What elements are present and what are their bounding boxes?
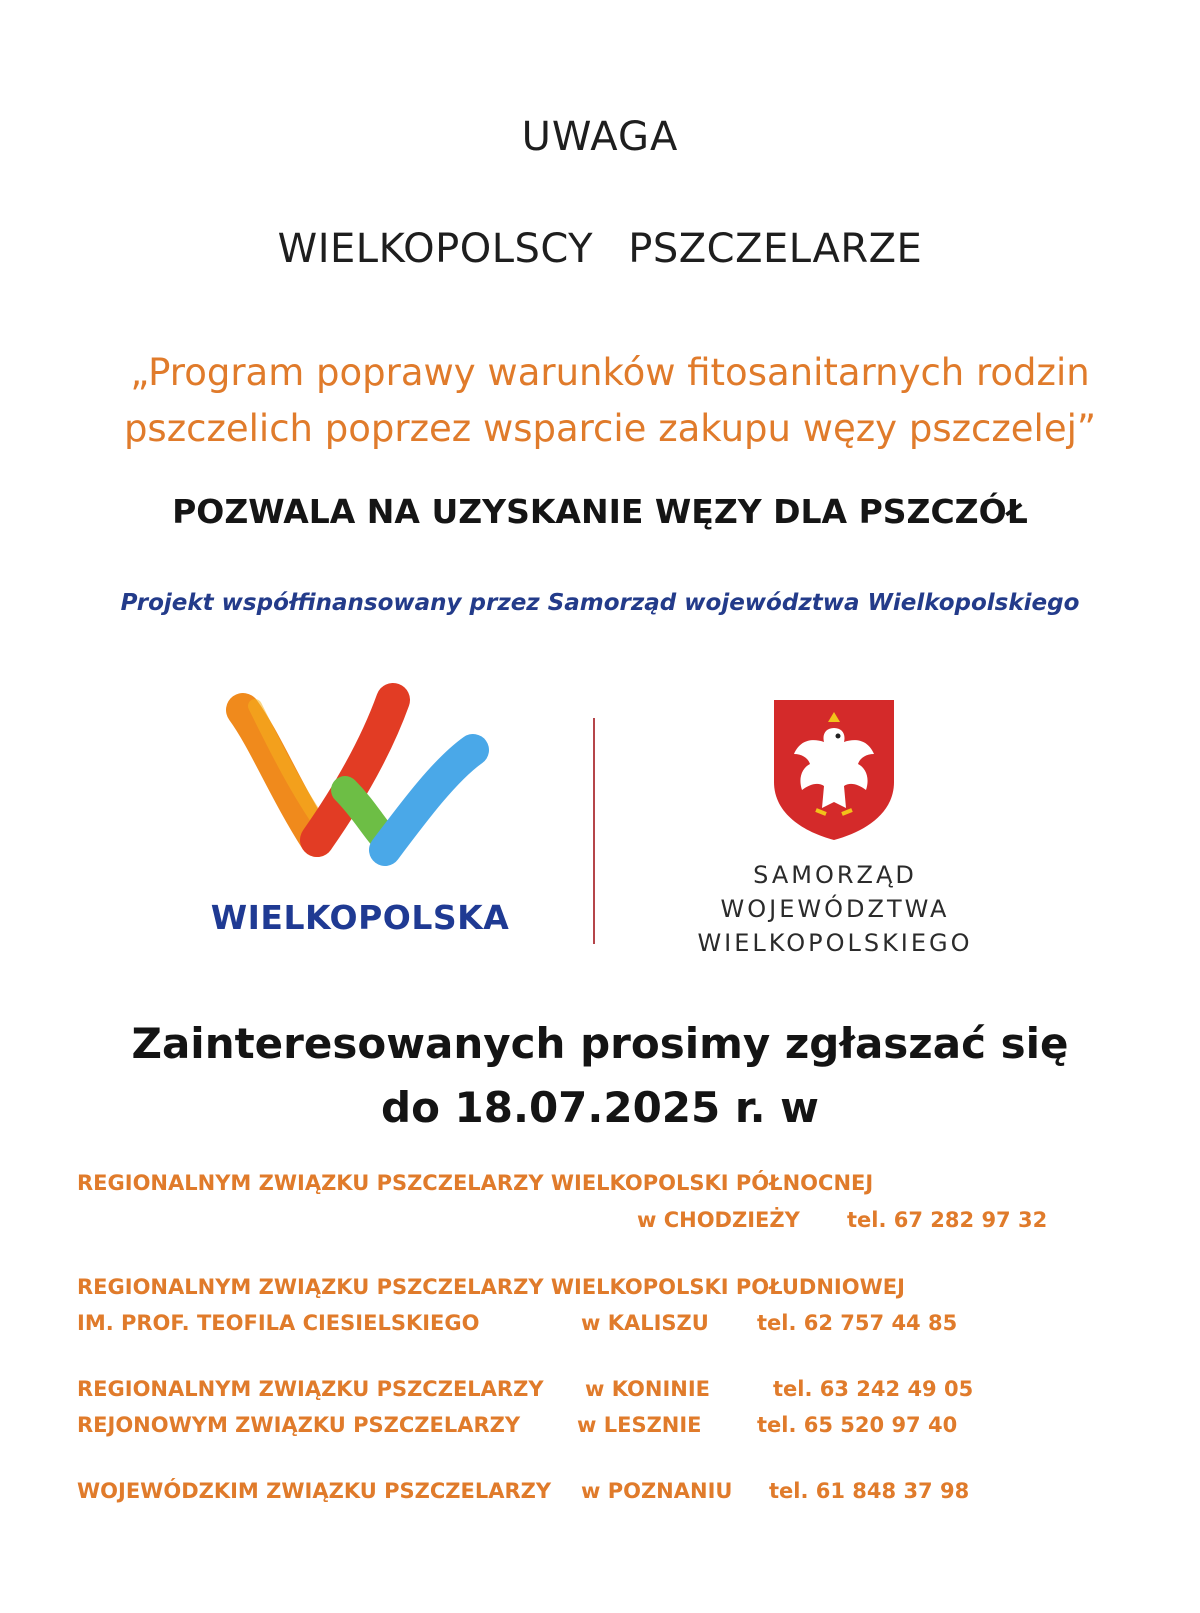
eagle-crest-icon	[772, 698, 896, 842]
heading-wielkopolscy-pszczelarze	[0, 226, 1200, 272]
wielkopolska-logo-text: WIELKOPOLSKA	[210, 898, 510, 937]
org-konin-phone: tel. 63 242 49 05	[773, 1377, 974, 1401]
org-leszno-location: w LESZNIE	[577, 1413, 702, 1437]
org-chodziez-name: REGIONALNYM ZWIĄZKU PSZCZELARZY WIELKOPOLSKI PÓŁNOCNEJ	[77, 1171, 874, 1195]
org-leszno-phone: tel. 65 520 97 40	[757, 1413, 958, 1437]
heading-wielkopolscy: WIELKOPOLSCY	[277, 226, 594, 272]
heading-uwaga: UWAGA	[521, 114, 679, 160]
org-konin-location: w KONINIE	[585, 1377, 711, 1401]
call-line1: Zainteresowanych prosimy zgłaszać się	[131, 1019, 1069, 1068]
logo-divider	[593, 718, 595, 944]
org-kalisz-name: REGIONALNYM ZWIĄZKU PSZCZELARZY WIELKOPOLSKI POŁUDNIOWEJ	[77, 1275, 905, 1299]
org-leszno-name: REJONOWYM ZWIĄZKU PSZCZELARZY	[77, 1413, 521, 1437]
org-poznan-name: WOJEWÓDZKIM ZWIĄZKU PSZCZELARZY	[77, 1479, 552, 1503]
org-chodziez-location: w CHODZIEŻY	[637, 1208, 800, 1232]
samorzad-line2: WOJEWÓDZTWA	[720, 895, 950, 923]
org-kalisz-phone: tel. 62 757 44 85	[757, 1311, 958, 1335]
samorzad-line1: SAMORZĄD	[753, 861, 917, 889]
org-konin-name: REGIONALNYM ZWIĄZKU PSZCZELARZY	[77, 1377, 544, 1401]
org-chodziez-phone: tel. 67 282 97 32	[847, 1208, 1048, 1232]
samorzad-logo-text	[660, 858, 1010, 960]
heading-pszczelarze: PSZCZELARZE	[628, 226, 923, 272]
wielkopolska-logo-icon	[225, 680, 515, 880]
program-title-line1: „Program poprawy warunków fitosanitarnych rodzin	[130, 351, 1090, 394]
org-kalisz-location: w KALISZU	[581, 1311, 709, 1335]
pozwala-heading: POZWALA NA UZYSKANIE WĘZY DLA PSZCZÓŁ	[172, 492, 1028, 531]
org-kalisz-name-line2: IM. PROF. TEOFILA CIESIELSKIEGO	[77, 1311, 480, 1335]
org-poznan-location: w POZNANIU	[581, 1479, 733, 1503]
program-title	[60, 345, 1160, 457]
call-line2: do 18.07.2025 r. w	[381, 1083, 819, 1132]
samorzad-line3: WIELKOPOLSKIEGO	[697, 929, 973, 957]
org-poznan-phone: tel. 61 848 37 98	[769, 1479, 970, 1503]
call-to-action	[50, 1012, 1150, 1140]
program-title-line2: pszczelich poprzez wsparcie zakupu węzy pszczelej”	[123, 407, 1097, 450]
cofinancing-note: Projekt współfinansowany przez Samorząd województwa Wielkopolskiego	[120, 590, 1080, 616]
